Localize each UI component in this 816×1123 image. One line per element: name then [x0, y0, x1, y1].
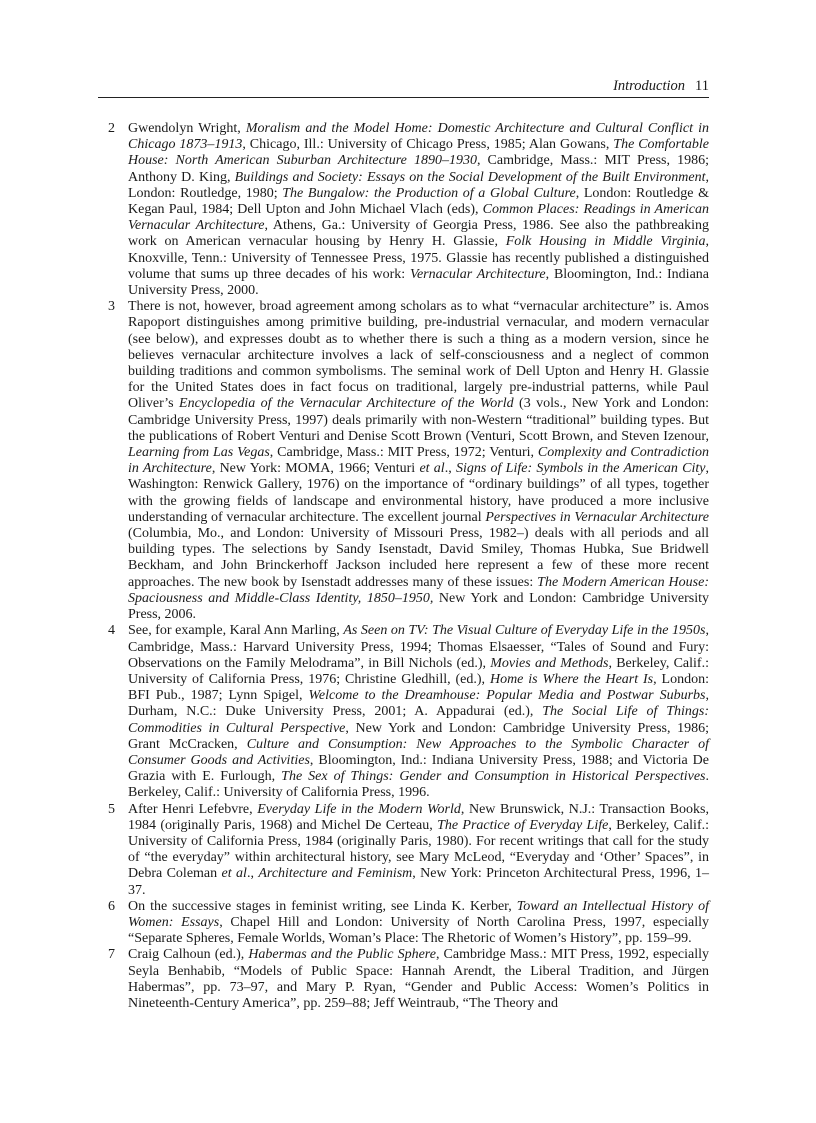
endnote-title-italic: The Comfortable House: North American Suburban Architecture 1890–1930	[128, 137, 709, 169]
endnote-title-italic: et al	[221, 866, 247, 882]
endnote-text	[128, 802, 709, 899]
endnote-title-italic: Culture and Consumption: New Approaches to the Symbolic Character of Consumer Goods and Activities	[128, 736, 710, 768]
endnote-text-run: , Bloomington, Ind.: Indiana University Press, 2000.	[128, 266, 709, 299]
endnote-text-run: , Athens, Ga.: University of Georgia Press, 1986. See also the pathbreaking work on American vernacular housing by Henry H. Glassie,	[128, 218, 709, 250]
endnote-text-run: (Columbia, Mo., and London: University of Missouri Press, 1982–) deals with all periods and all building types. The selections by Sandy Isenstadt, David Smiley, Thomas Hubka, Sue Bridwell Beckham, and John Brinckerhoff Jackson included here represent a few of these more recent approaches. The new book by Isenstadt addresses many of these issues:	[128, 526, 709, 590]
endnote-text-run: , London: Routledge, 1980;	[128, 169, 709, 201]
header-rule	[98, 97, 709, 98]
endnote-text	[128, 121, 709, 299]
endnote-number: 3	[108, 299, 115, 315]
endnote-text-run: Gwendolyn Wright,	[128, 121, 246, 136]
page-number: 11	[695, 78, 709, 94]
endnote-title-italic: Home is Where the Heart Is	[489, 671, 654, 687]
endnote-title-italic: As Seen on TV: The Visual Culture of Everyday Life in the 1950s	[343, 623, 706, 639]
endnote-title-italic: The Modern American House: Spaciousness and Middle-Class Identity, 1850–1950,	[128, 574, 709, 606]
endnote-text-run: , Chicago, Ill.: University of Chicago Press, 1985; Alan Gowans,	[242, 137, 614, 153]
endnote-text-run: , London: BFI Pub., 1987; Lynn Spigel,	[128, 671, 709, 704]
endnote-text-run: On the successive stages in feminist writing, see Linda K. Kerber,	[128, 898, 517, 914]
endnote-text-run: .,	[246, 866, 259, 882]
endnote-title-italic: Moralism and the Model Home: Domestic Architecture and Cultural Conflict in Chicago 1873–1913	[128, 121, 709, 153]
endnote-text-run: , New Brunswick, N.J.: Transaction Books, 1984 (originally Paris, 1968) and Michel De Certeau,	[128, 801, 709, 833]
endnote	[98, 623, 709, 801]
endnote-title-italic: The Practice of Everyday Life	[437, 817, 609, 833]
endnote	[98, 299, 709, 623]
endnote-title-italic: Habermas and the Public Sphere	[248, 947, 436, 963]
endnotes-list	[98, 121, 709, 1012]
endnote-title-italic: Signs of Life: Symbols in the American City	[455, 461, 706, 477]
endnote-title-italic: Architecture and Feminism	[258, 866, 413, 882]
endnote-title-italic: The Bungalow: the Production of a Global Culture	[282, 185, 576, 201]
endnote-text-run: , Berkeley, Calif.: University of California Press, 1976; Christine Gledhill, (ed.),	[128, 655, 709, 687]
endnote-text-run: Craig Calhoun (ed.),	[128, 947, 249, 963]
running-head	[98, 76, 709, 96]
endnote-text-run: . Berkeley, Calif.: University of California Press, 1996.	[128, 769, 709, 801]
endnote-text-run: , Bloomington, Ind.: Indiana University Press, 1988; and Victoria De Grazia with E. Furlough,	[128, 752, 709, 785]
endnote-text-run: After Henri Lefebvre,	[128, 801, 258, 817]
endnote	[98, 899, 709, 948]
endnote-title-italic: Learning from Las Vegas	[128, 445, 270, 461]
endnote	[98, 802, 709, 899]
endnote-title-italic: Movies and Methods	[490, 655, 609, 671]
endnote-title-italic: The Sex of Things: Gender and Consumption in Historical Perspectives	[281, 769, 706, 785]
endnote-text-run: , New York: MOMA, 1966; Venturi	[211, 461, 420, 477]
endnote	[98, 947, 709, 1012]
endnote-text-run: .,	[444, 461, 456, 477]
endnote-number: 7	[108, 947, 115, 963]
endnote-title-italic: Common Places: Readings in American Vernacular Architecture	[128, 202, 709, 234]
running-head-title: Introduction	[613, 78, 686, 94]
endnote-text-run: (3 vols., New York and London: Cambridge University Press, 1997) deals primarily with non-Western “traditional” building types. But the publications of Robert Venturi and Denise Scott Brown (Venturi, Scott Brown, and Steven Izenour,	[128, 396, 709, 444]
endnote-text-run: , Durham, N.C.: Duke University Press, 2001; A. Appadurai (ed.),	[128, 688, 709, 720]
endnote-title-italic: Folk Housing in Middle Virginia	[505, 234, 706, 250]
endnote-text-run: , Cambridge, Mass.: MIT Press, 1986; Anthony D. King,	[128, 153, 709, 185]
endnote-text-run: , Washington: Renwick Gallery, 1976) on the importance of “ordinary buildings” of all types, together with the growing fields of landscape and environmental history, have produced a more inclusive understanding of vernacular architecture. The excellent journal	[128, 461, 709, 525]
endnote-title-italic: Complexity and Contradiction in Architecture	[128, 445, 709, 477]
endnote-text-run: , New York: Princeton Architectural Press, 1996, 1–37.	[128, 866, 710, 898]
endnote-title-italic: Everyday Life in the Modern World	[257, 801, 461, 817]
endnote-text-run: New York and London: Cambridge University Press, 2006.	[128, 590, 709, 623]
endnote-text	[128, 899, 709, 948]
endnote-number: 5	[108, 801, 115, 817]
endnote-text-run: , Chapel Hill and London: University of North Carolina Press, 1997, especially “Separate Spheres, Female Worlds, Woman’s Place: The Rhetoric of Women’s History”, pp. 159–99.	[128, 914, 709, 947]
endnote-title-italic: Welcome to the Dreamhouse: Popular Media and Postwar Suburbs	[308, 688, 706, 704]
endnote-text-run: , Cambridge Mass.: MIT Press, 1992, especially Seyla Benhabib, “Models of Public Space: Hannah Arendt, the Liberal Tradition, and Jürgen Habermas”, pp. 73–97, and Mary P. Ryan, “Gender and Public Access: Women’s Politics in Nineteenth-Century America”, pp. 259–88; Jeff Weintraub, “The Theory and	[128, 947, 709, 1011]
endnote-title-italic: The Social Life of Things: Commodities in Cultural Perspective	[128, 704, 709, 736]
endnote-title-italic: Encyclopedia of the Vernacular Architecture of the World	[179, 396, 514, 412]
endnote-title-italic: Buildings and Society: Essays on the Social Development of the Built Environment	[234, 169, 706, 185]
endnote-text-run: , Cambridge, Mass.: Harvard University Press, 1994; Thomas Elsaesser, “Tales of Sound and Fury: Observations on the Family Melodrama”, in Bill Nichols (ed.),	[128, 623, 710, 671]
endnote-title-italic: Toward an Intellectual History of Women: Essays	[128, 898, 709, 930]
endnote-text-run: , Knoxville, Tenn.: University of Tennessee Press, 1975. Glassie has recently published a distinguished volume that sums up three decades of his work:	[128, 234, 709, 282]
endnote-title-italic: et al	[419, 461, 445, 477]
endnote-title-italic: Vernacular Architecture	[409, 266, 546, 282]
endnote-text-run: , London: Routledge & Kegan Paul, 1984; Dell Upton and John Michael Vlach (eds),	[128, 185, 709, 218]
endnote-number: 6	[108, 898, 115, 914]
endnote-text	[128, 299, 709, 623]
endnote-text	[128, 623, 709, 801]
endnote-number: 4	[108, 623, 115, 639]
endnote-text-run: , New York and London: Cambridge University Press, 1986; Grant McCracken,	[128, 720, 710, 752]
endnote-text-run: , Cambridge, Mass.: MIT Press, 1972; Venturi,	[269, 445, 538, 461]
endnote-title-italic: Perspectives in Vernacular Architecture	[485, 509, 710, 525]
endnote-number: 2	[108, 121, 115, 136]
endnote	[98, 121, 709, 299]
endnote-text-run: There is not, however, broad agreement among scholars as to what “vernacular architecture” is. Amos Rapoport distinguishes among primitive building, pre-industrial vernacular, and modern vernacular (see below), and expresses doubt as to whether there is such a thing as a modern version, since he believes vernacular architecture involves a lack of self-consciousness and a neglect of common building traditions and common symbolisms. The seminal work of Dell Upton and Henry H. Glassie for the United States does in fact focus on traditional, largely pre-industrial patterns, while Paul Oliver’s	[128, 299, 709, 412]
endnote-text-run: See, for example, Karal Ann Marling,	[128, 623, 344, 639]
endnote-text	[128, 947, 709, 1012]
endnote-text-run: , Berkeley, Calif.: University of California Press, 1984 (originally Paris, 1980). For recent writings that call for the study of “the everyday” within architectural history, see Mary McLeod, “Everyday and ‘Other’ Spaces”, in Debra Coleman	[128, 817, 709, 882]
